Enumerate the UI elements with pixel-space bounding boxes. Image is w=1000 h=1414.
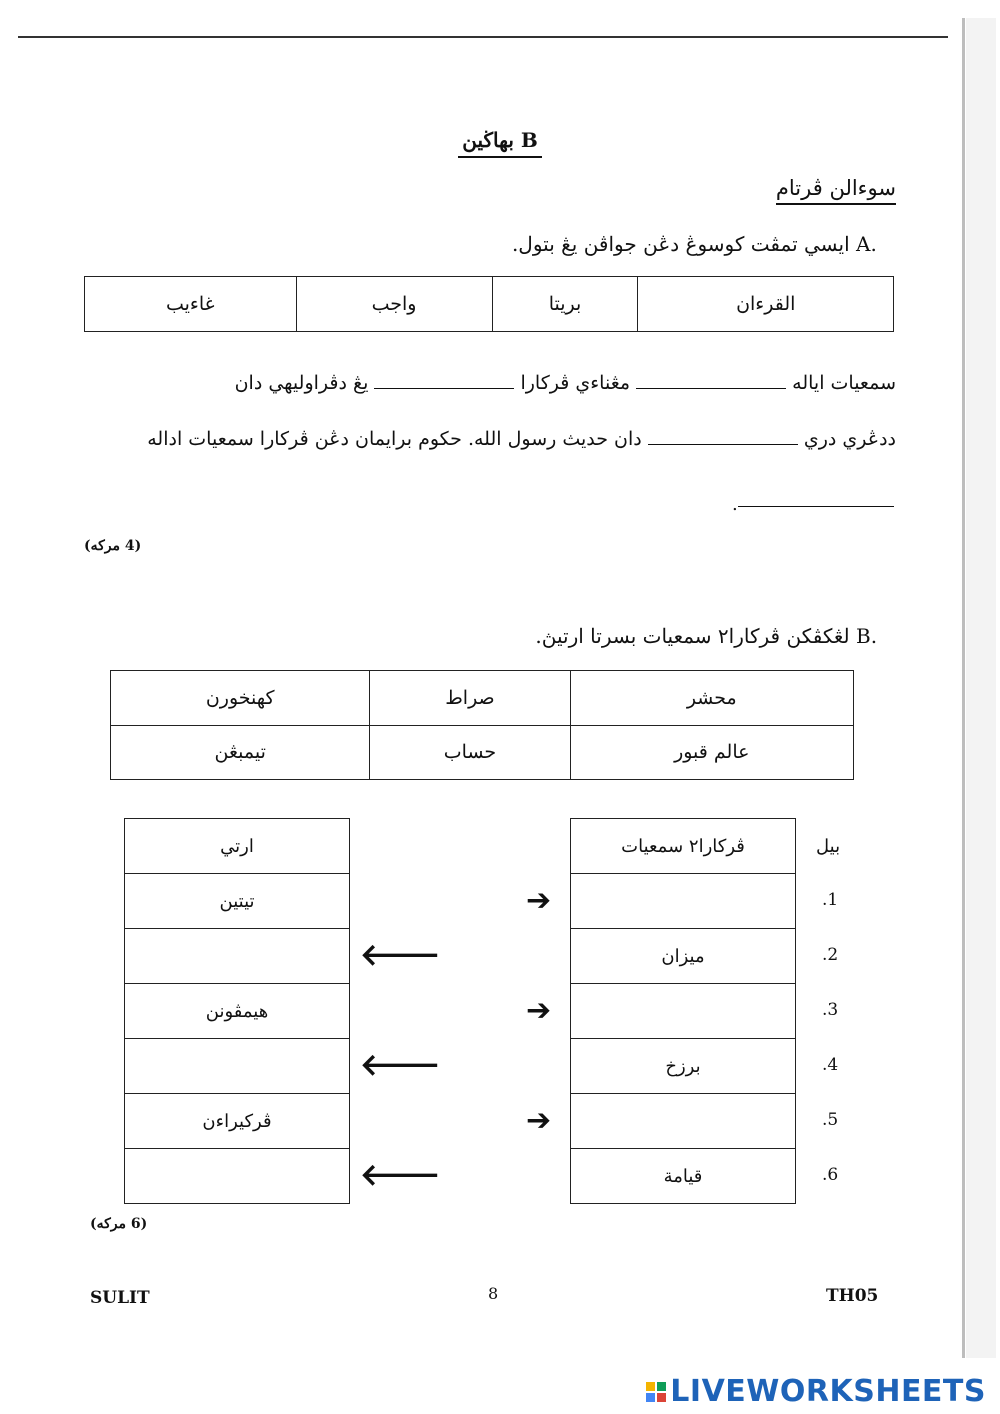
item-cell[interactable] xyxy=(571,984,795,1039)
word-bank-a-item: واجب xyxy=(296,277,492,332)
footer-code: TH05 xyxy=(826,1286,879,1306)
word-bank-b xyxy=(110,670,854,780)
section-heading: سوءالن ڤرتام xyxy=(776,176,896,205)
top-rule xyxy=(18,36,948,38)
arrow-left-icon: 🡐 xyxy=(360,938,441,973)
question-b-label: B. xyxy=(856,624,878,648)
marks-b: (6 مركه) xyxy=(90,1216,148,1232)
text-segment: يڠ دڤراوليهي دان xyxy=(234,372,369,394)
text-segment: مڠناءي ڤركارا xyxy=(520,372,631,394)
question-a-instruction xyxy=(512,232,896,256)
arrow-right-icon: ➔ xyxy=(526,883,552,918)
arrow-left-icon: 🡐 xyxy=(360,1048,441,1083)
question-b-text: لڠكڤكن ڤركارا٢ سمعيات بسرتا ارتيڽ. xyxy=(535,624,850,648)
question-a-line-2 xyxy=(147,428,896,450)
text-segment: سمعيات اياله xyxy=(792,372,896,394)
meaning-cell: هيمڤونن xyxy=(125,984,349,1039)
header-number: بيل xyxy=(816,836,841,857)
word-bank-b-item: تيمبڠن xyxy=(111,725,370,780)
text-segment: دان حديث رسول الله. حكوم برايمان دڠن ڤركارا سمعيات اداله xyxy=(147,428,642,450)
question-b-instruction xyxy=(535,624,896,648)
item-cell[interactable] xyxy=(571,1094,795,1149)
text-segment: ددڠري دري xyxy=(803,428,896,450)
arrow-right-icon: ➔ xyxy=(526,993,552,1028)
word-bank-a xyxy=(84,276,894,332)
row-number: .5 xyxy=(822,1110,839,1130)
meanings-column xyxy=(124,818,350,1204)
meaning-cell[interactable] xyxy=(125,1149,349,1204)
row-number: .6 xyxy=(822,1165,839,1185)
arrow-left-icon: 🡐 xyxy=(360,1158,441,1193)
answer-blank-1[interactable] xyxy=(636,374,786,389)
item-cell: ميزان xyxy=(571,929,795,984)
brand-text: LIVEWORKSHEETS xyxy=(670,1374,986,1409)
row-number: .3 xyxy=(822,1000,839,1020)
row-number: .1 xyxy=(822,890,839,910)
question-a-text: ايسي تمڤت كوسوڠ دڠن جواڤن يڠ بتول. xyxy=(511,232,850,256)
items-header: ڤركارا٢ سمعيات xyxy=(571,819,795,874)
item-cell: برزخ xyxy=(571,1039,795,1094)
word-bank-b-item: صراط xyxy=(370,671,570,726)
row-number: .2 xyxy=(822,945,839,965)
word-bank-b-item: عالم قبور xyxy=(570,725,853,780)
item-cell: قيامة xyxy=(663,1166,703,1187)
meanings-header: ارتي xyxy=(125,819,349,874)
full-stop: . xyxy=(732,494,738,515)
word-bank-a-item: غاءيب xyxy=(85,277,297,332)
brand-grid-icon xyxy=(646,1382,666,1402)
row-number: .4 xyxy=(822,1055,839,1075)
arrow-right-icon: ➔ xyxy=(526,1103,552,1138)
items-column xyxy=(570,818,796,1204)
part-title: بهاڬين B xyxy=(400,128,600,158)
meaning-cell[interactable] xyxy=(125,1039,349,1094)
meaning-cell: تيتين xyxy=(125,874,349,929)
question-a-label: A. xyxy=(856,232,877,256)
answer-blank-2[interactable] xyxy=(374,374,514,389)
word-bank-a-item: القرءان xyxy=(638,277,894,332)
word-bank-b-item: حساب xyxy=(370,725,570,780)
meaning-cell: ڤركيراءن xyxy=(125,1094,349,1149)
page-edge-shadow xyxy=(966,18,996,1358)
answer-blank-3[interactable] xyxy=(648,430,798,445)
liveworksheets-logo xyxy=(646,1374,986,1409)
word-bank-a-item: بريتا xyxy=(492,277,638,332)
item-cell[interactable] xyxy=(571,874,795,929)
footer-sulit: SULIT xyxy=(90,1288,150,1308)
word-bank-b-item: محشر xyxy=(570,671,853,726)
marks-a: (4 مركه) xyxy=(84,538,142,554)
question-a-line-1 xyxy=(235,372,896,394)
page-number: 8 xyxy=(488,1284,499,1303)
page-edge xyxy=(962,18,965,1358)
meaning-cell[interactable] xyxy=(125,929,349,984)
answer-blank-4[interactable] xyxy=(738,490,894,507)
word-bank-b-item: كهنخورن xyxy=(111,671,370,726)
